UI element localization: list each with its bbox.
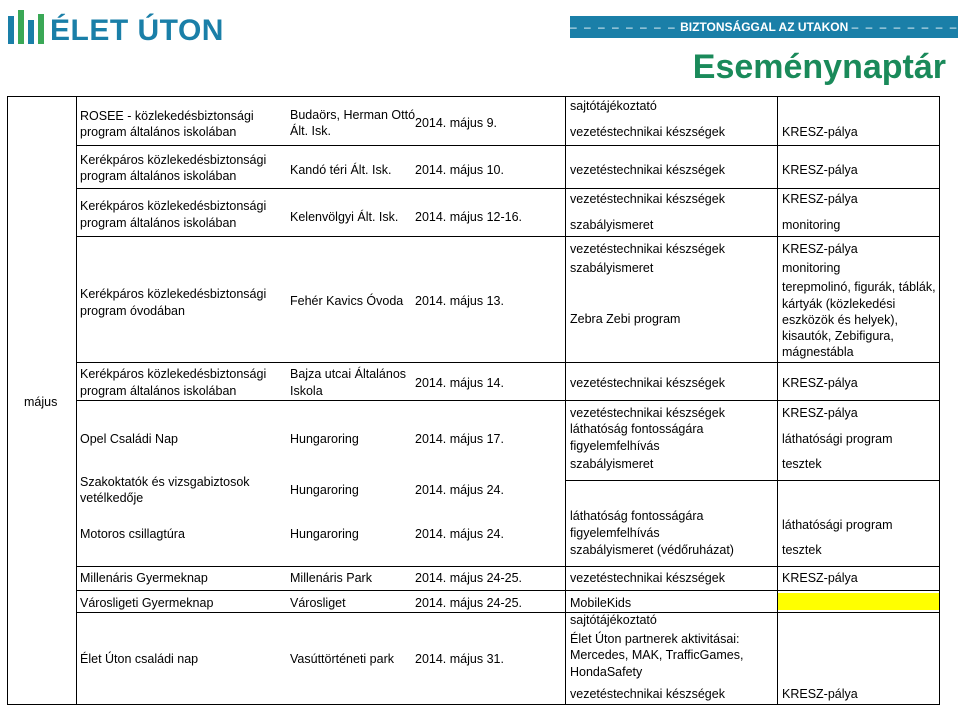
event-place: Budaörs, Herman Ottó xyxy=(290,108,416,122)
event-topic: szabályismeret (védőruházat) xyxy=(570,543,734,557)
event-tool: tesztek xyxy=(782,457,822,471)
logo-icon xyxy=(6,8,46,48)
event-topic: vezetéstechnikai készségek xyxy=(570,242,725,256)
event-tool: kisautók, Zebifigura, xyxy=(782,329,894,343)
event-place: Kelenvölgyi Ált. Isk. xyxy=(290,210,399,224)
event-tool: KRESZ-pálya xyxy=(782,125,858,139)
event-place: Hungaroring xyxy=(290,483,359,497)
event-name: Millenáris Gyermeknap xyxy=(80,571,208,585)
event-name: vetélkedője xyxy=(80,491,144,505)
event-topic: vezetéstechnikai készségek xyxy=(570,125,725,139)
event-place: Bajza utcai Általános xyxy=(290,367,407,381)
event-tool: láthatósági program xyxy=(782,518,893,532)
event-tool: KRESZ-pálya xyxy=(782,687,858,701)
event-tool: KRESZ-pálya xyxy=(782,571,858,585)
event-place: Millenáris Park xyxy=(290,571,372,585)
event-tool: KRESZ-pálya xyxy=(782,406,858,420)
event-topic: HondaSafety xyxy=(570,665,643,679)
event-topic: szabályismeret xyxy=(570,261,654,275)
event-name: Opel Családi Nap xyxy=(80,432,178,446)
event-name: Városligeti Gyermeknap xyxy=(80,596,214,610)
month-label: május xyxy=(24,395,58,409)
event-topic: láthatóság fontosságára xyxy=(570,422,704,436)
event-tool: terepmolinó, figurák, táblák, xyxy=(782,280,936,294)
event-place: Vasúttörténeti park xyxy=(290,652,394,666)
event-topic: vezetéstechnikai készségek xyxy=(570,163,725,177)
event-date: 2014. május 13. xyxy=(415,294,504,308)
event-date: 2014. május 12-16. xyxy=(415,210,523,224)
event-place: Iskola xyxy=(290,384,323,398)
banner-dashes-left: – – – – – – – – xyxy=(570,20,677,34)
event-date: 2014. május 24-25. xyxy=(415,596,523,610)
event-date: 2014. május 31. xyxy=(415,652,504,666)
event-topic: MobileKids xyxy=(570,596,632,610)
event-date: 2014. május 24. xyxy=(415,483,504,497)
event-topic: Zebra Zebi program xyxy=(570,312,681,326)
event-place: Ált. Isk. xyxy=(290,124,331,138)
event-date: 2014. május 24-25. xyxy=(415,571,523,585)
event-name: program általános iskolában xyxy=(80,169,237,183)
event-name: program általános iskolában xyxy=(80,125,237,139)
event-topic: vezetéstechnikai készségek xyxy=(570,192,725,206)
event-name: ROSEE - közlekedésbiztonsági xyxy=(80,109,254,123)
event-tool: monitoring xyxy=(782,261,841,275)
logo-text: ÉLET ÚTON xyxy=(50,14,224,47)
event-tool: KRESZ-pálya xyxy=(782,163,858,177)
event-date: 2014. május 9. xyxy=(415,116,497,130)
safety-banner xyxy=(570,16,958,38)
event-name: Kerékpáros közlekedésbiztonsági xyxy=(80,153,267,167)
highlight-cell xyxy=(778,593,939,610)
event-topic: figyelemfelhívás xyxy=(570,526,660,540)
event-date: 2014. május 17. xyxy=(415,432,504,446)
event-place: Városliget xyxy=(290,596,346,610)
banner-text: BIZTONSÁGGAL AZ UTAKON xyxy=(680,20,849,34)
event-topic: láthatóság fontosságára xyxy=(570,509,704,523)
page-title: Eseménynaptár xyxy=(692,48,946,86)
event-name: Kerékpáros közlekedésbiztonsági xyxy=(80,287,267,301)
event-topic: szabályismeret xyxy=(570,218,654,232)
event-name: Motoros csillagtúra xyxy=(80,527,185,541)
event-topic: vezetéstechnikai készségek xyxy=(570,687,725,701)
event-topic: vezetéstechnikai készségek xyxy=(570,571,725,585)
event-tool: eszközök és helyek), xyxy=(782,313,899,327)
event-tool: KRESZ-pálya xyxy=(782,192,858,206)
event-tool: láthatósági program xyxy=(782,432,893,446)
event-topic: szabályismeret xyxy=(570,457,654,471)
event-tool: KRESZ-pálya xyxy=(782,376,858,390)
event-name: Kerékpáros közlekedésbiztonsági xyxy=(80,367,267,381)
banner-dashes-right: – – – – – – – – xyxy=(851,20,959,34)
event-place: Kandó téri Ált. Isk. xyxy=(290,163,392,177)
event-topic: sajtótájékoztató xyxy=(570,99,657,113)
event-date: 2014. május 24. xyxy=(415,527,504,541)
event-name: program általános iskolában xyxy=(80,216,237,230)
event-topic: sajtótájékoztató xyxy=(570,613,657,627)
event-tool: kártyák (közlekedési xyxy=(782,297,896,311)
event-tool: KRESZ-pálya xyxy=(782,242,858,256)
event-name: Szakoktatók és vizsgabiztosok xyxy=(80,475,250,489)
event-name: program általános iskolában xyxy=(80,384,237,398)
event-name: Kerékpáros közlekedésbiztonsági xyxy=(80,199,267,213)
event-place: Hungaroring xyxy=(290,527,359,541)
event-tool: tesztek xyxy=(782,543,822,557)
event-place: Hungaroring xyxy=(290,432,359,446)
event-date: 2014. május 14. xyxy=(415,376,504,390)
event-tool: mágnestábla xyxy=(782,345,854,359)
event-topic: figyelemfelhívás xyxy=(570,439,660,453)
event-name: Élet Úton családi nap xyxy=(80,652,199,666)
event-place: Fehér Kavics Óvoda xyxy=(290,294,404,308)
event-name: program óvodában xyxy=(80,304,185,318)
event-topic: vezetéstechnikai készségek xyxy=(570,406,725,420)
event-topic: vezetéstechnikai készségek xyxy=(570,376,725,390)
event-tool: monitoring xyxy=(782,218,841,232)
event-topic: Élet Úton partnerek aktivitásai: xyxy=(570,632,740,646)
event-topic: Mercedes, MAK, TrafficGames, xyxy=(570,648,744,662)
event-date: 2014. május 10. xyxy=(415,163,504,177)
